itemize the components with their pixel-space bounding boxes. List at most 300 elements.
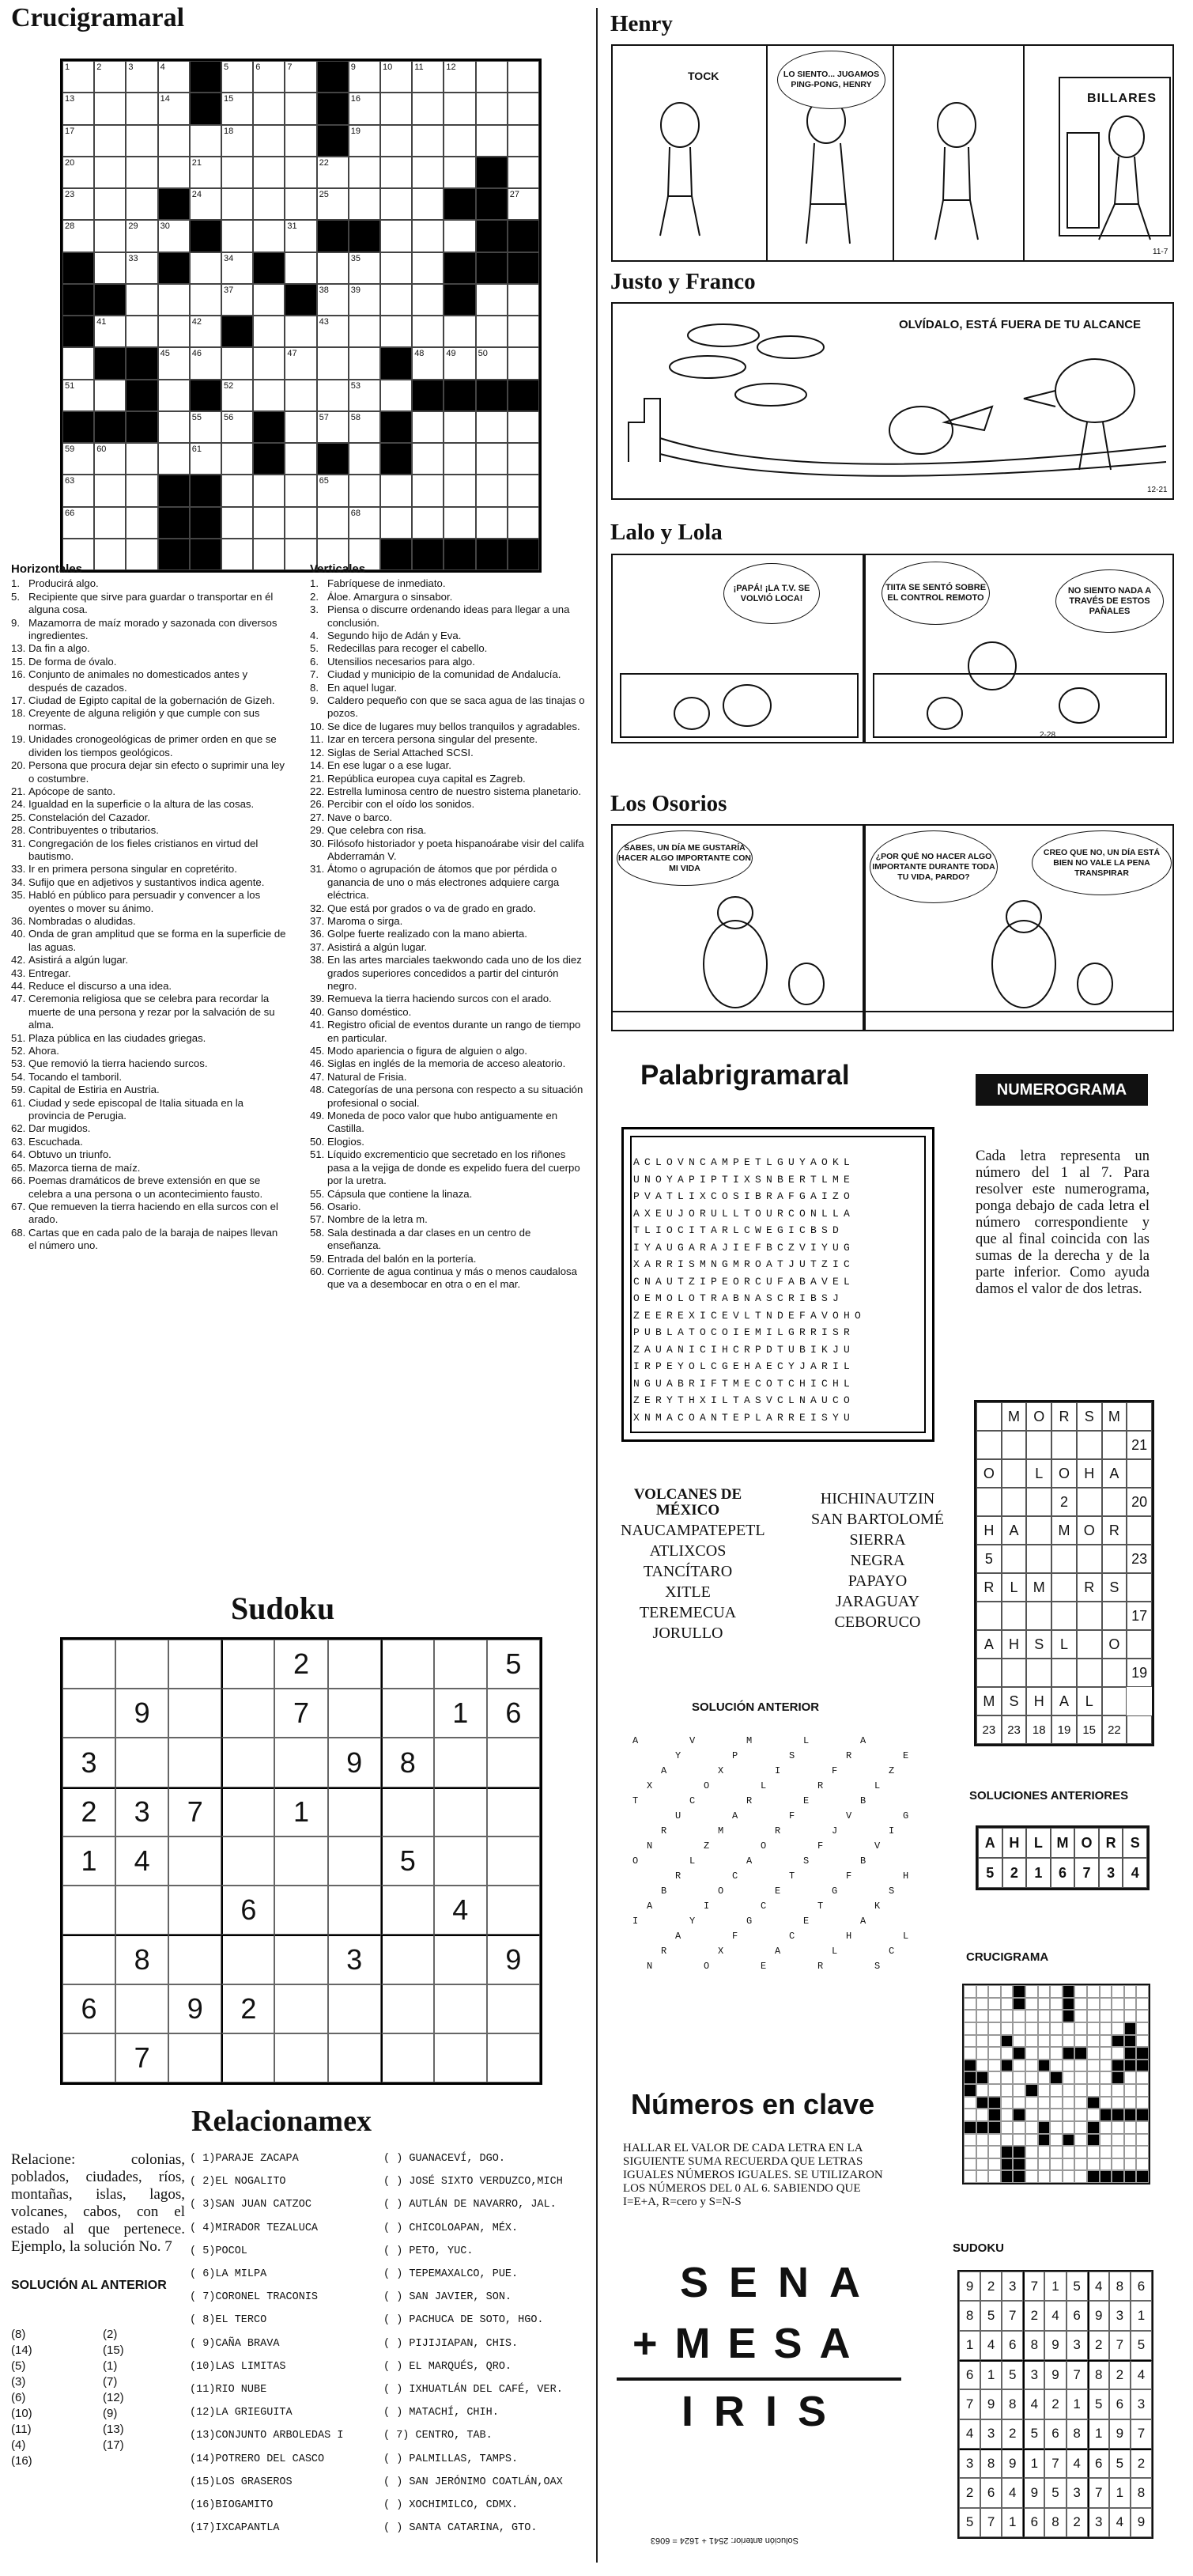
crossword-cell[interactable] [253,220,285,252]
crossword-cell[interactable] [508,284,539,316]
crossword-cell[interactable]: 16 [349,93,380,124]
crossword-cell[interactable] [317,380,349,411]
numerograma-cell[interactable] [1002,1602,1027,1630]
crossword-cell[interactable] [476,475,508,506]
numerograma-cell[interactable] [1026,1659,1051,1687]
crossword-cell[interactable]: 31 [285,220,316,252]
numerograma-cell[interactable] [1026,1516,1051,1545]
crossword-cell[interactable] [253,93,285,124]
crossword-cell[interactable] [285,475,316,506]
numerograma-cell[interactable] [1002,1459,1027,1488]
numerograma-cell[interactable] [1077,1488,1102,1516]
numerograma-cell[interactable]: O [1051,1459,1077,1488]
sudoku-cell[interactable]: 5 [487,1640,540,1689]
crossword-cell[interactable]: 53 [349,380,380,411]
crossword-cell[interactable] [444,443,475,475]
crossword-cell[interactable] [221,347,253,379]
numerograma-cell[interactable]: M [1102,1402,1127,1431]
crossword-cell[interactable] [126,125,157,157]
crossword-cell[interactable] [412,220,444,252]
crossword-cell[interactable]: 49 [444,347,475,379]
sudoku-cell[interactable] [328,1640,381,1689]
sudoku-cell[interactable] [434,2033,487,2082]
crossword-cell[interactable]: 46 [190,347,221,379]
crossword-cell[interactable] [94,188,126,220]
crossword-cell[interactable]: 19 [349,125,380,157]
numerograma-cell[interactable] [1077,1659,1102,1687]
relacionamex-right-item[interactable]: ( ) GUANACEVÍ, DGO. [383,2153,505,2165]
numerograma-cell[interactable] [1127,1516,1152,1545]
numerograma-cell[interactable]: H [976,1516,1002,1545]
crossword-cell[interactable] [126,284,157,316]
crossword-cell[interactable]: 50 [476,347,508,379]
crossword-cell[interactable] [380,252,412,284]
sudoku-cell[interactable] [434,1738,487,1787]
sudoku-cell[interactable] [381,1689,434,1738]
crossword-cell[interactable] [412,188,444,220]
sudoku-cell[interactable] [221,1836,274,1886]
sudoku-cell[interactable] [381,2033,434,2082]
sudoku-cell[interactable] [168,1640,221,1689]
crossword-cell[interactable] [444,125,475,157]
crossword-cell[interactable]: 38 [317,284,349,316]
crossword-cell[interactable] [380,475,412,506]
numerograma-cell[interactable]: 23 [976,1715,1002,1744]
sudoku-cell[interactable]: 6 [62,1984,115,2033]
crossword-cell[interactable] [508,475,539,506]
crossword-cell[interactable] [349,316,380,347]
sudoku-cell[interactable] [381,1886,434,1935]
crossword-cell[interactable] [253,475,285,506]
sudoku-cell[interactable]: 7 [168,1787,221,1836]
relacionamex-right-item[interactable]: ( ) XOCHIMILCO, CDMX. [383,2499,519,2511]
sudoku-cell[interactable]: 2 [274,1640,327,1689]
crossword-cell[interactable] [380,157,412,188]
crossword-cell[interactable] [508,93,539,124]
crossword-cell[interactable] [476,443,508,475]
crossword-cell[interactable] [221,443,253,475]
sudoku-cell[interactable] [434,1787,487,1836]
numerograma-cell[interactable] [976,1402,1002,1431]
sudoku-cell[interactable]: 7 [115,2033,168,2082]
sudoku-cell[interactable] [168,1738,221,1787]
crossword-cell[interactable] [412,125,444,157]
sudoku-cell[interactable] [115,1984,168,2033]
numerograma-cell[interactable] [1002,1545,1027,1573]
crossword-cell[interactable] [476,125,508,157]
numerograma-cell[interactable]: M [1002,1402,1027,1431]
sudoku-cell[interactable] [168,2033,221,2082]
sudoku-cell[interactable]: 4 [434,1886,487,1935]
crossword-cell[interactable]: 4 [158,61,190,93]
numerograma-cell[interactable]: 19 [1051,1715,1077,1744]
numerograma-cell[interactable]: R [1077,1573,1102,1602]
crossword-cell[interactable] [412,443,444,475]
sudoku-cell[interactable] [221,2033,274,2082]
numerograma-cell[interactable] [1102,1431,1127,1459]
crossword-cell[interactable] [126,157,157,188]
crossword-cell[interactable] [476,93,508,124]
crossword-cell[interactable] [285,411,316,443]
sudoku-cell[interactable] [221,1738,274,1787]
crossword-cell[interactable]: 30 [158,220,190,252]
crossword-cell[interactable]: 18 [221,125,253,157]
crossword-cell[interactable] [253,347,285,379]
numerograma-cell[interactable]: 23 [1127,1545,1152,1573]
sudoku-cell[interactable]: 8 [115,1935,168,1984]
crossword-grid[interactable] [60,59,542,573]
relacionamex-right-item[interactable]: ( ) SAN JAVIER, SON. [383,2291,512,2304]
crossword-cell[interactable] [221,507,253,539]
sudoku-cell[interactable]: 4 [115,1836,168,1886]
crossword-cell[interactable] [380,188,412,220]
relacionamex-right-item[interactable]: ( ) AUTLÁN DE NAVARRO, JAL. [383,2199,557,2211]
sudoku-cell[interactable]: 7 [274,1689,327,1738]
crossword-cell[interactable] [285,380,316,411]
crossword-cell[interactable]: 39 [349,284,380,316]
crossword-cell[interactable] [508,507,539,539]
crossword-cell[interactable] [444,93,475,124]
sudoku-cell[interactable]: 6 [487,1689,540,1738]
numerograma-cell[interactable] [1051,1431,1077,1459]
sudoku-cell[interactable] [487,1984,540,2033]
crossword-cell[interactable] [190,284,221,316]
numerograma-cell[interactable] [1102,1488,1127,1516]
crossword-cell[interactable] [253,157,285,188]
sudoku-cell[interactable]: 2 [62,1787,115,1836]
crossword-cell[interactable] [62,347,94,379]
crossword-cell[interactable] [444,157,475,188]
crossword-cell[interactable]: 48 [412,347,444,379]
sudoku-cell[interactable] [381,1787,434,1836]
crossword-cell[interactable] [444,220,475,252]
numerograma-cell[interactable] [1051,1573,1077,1602]
numerograma-cell[interactable]: S [1102,1573,1127,1602]
sudoku-cell[interactable]: 3 [328,1935,381,1984]
crossword-cell[interactable]: 22 [317,157,349,188]
crossword-cell[interactable] [476,316,508,347]
crossword-cell[interactable] [508,347,539,379]
crossword-cell[interactable] [444,507,475,539]
crossword-cell[interactable] [380,380,412,411]
crossword-cell[interactable]: 7 [285,61,316,93]
crossword-cell[interactable] [285,157,316,188]
numerograma-cell[interactable]: L [1051,1630,1077,1659]
crossword-cell[interactable] [126,475,157,506]
numerograma-cell[interactable]: O [1102,1630,1127,1659]
crossword-cell[interactable] [285,443,316,475]
crossword-cell[interactable] [349,188,380,220]
sudoku-cell[interactable]: 9 [487,1935,540,1984]
crossword-cell[interactable] [349,475,380,506]
crossword-cell[interactable]: 63 [62,475,94,506]
sudoku-cell[interactable] [115,1640,168,1689]
crossword-cell[interactable] [94,93,126,124]
relacionamex-right-item[interactable]: ( ) PALMILLAS, TAMPS. [383,2453,519,2465]
sudoku-cell[interactable]: 8 [381,1738,434,1787]
crossword-cell[interactable] [94,157,126,188]
crossword-cell[interactable] [285,316,316,347]
crossword-cell[interactable] [412,411,444,443]
crossword-cell[interactable] [158,443,190,475]
numerograma-cell[interactable] [976,1488,1002,1516]
crossword-cell[interactable]: 27 [508,188,539,220]
numerograma-cell[interactable] [1127,1402,1152,1431]
crossword-cell[interactable] [94,507,126,539]
crossword-cell[interactable] [508,443,539,475]
numerograma-cell[interactable] [1002,1659,1027,1687]
crossword-cell[interactable]: 65 [317,475,349,506]
crossword-cell[interactable] [508,61,539,93]
crossword-cell[interactable] [158,284,190,316]
crossword-cell[interactable] [349,443,380,475]
sudoku-cell[interactable] [328,1984,381,2033]
relacionamex-right-item[interactable]: ( ) SANTA CATARINA, GTO. [383,2522,538,2535]
crossword-cell[interactable] [349,157,380,188]
word-search-grid[interactable] [621,1127,934,1442]
sudoku-cell[interactable]: 5 [381,1836,434,1886]
sudoku-cell[interactable] [328,1886,381,1935]
numerograma-cell[interactable]: R [1102,1516,1127,1545]
sudoku-cell[interactable] [115,1886,168,1935]
sudoku-cell[interactable] [381,1935,434,1984]
numerograma-cell[interactable]: 21 [1127,1431,1152,1459]
crossword-cell[interactable]: 60 [94,443,126,475]
sudoku-cell[interactable]: 6 [221,1886,274,1935]
crossword-cell[interactable]: 20 [62,157,94,188]
numerograma-cell[interactable] [1127,1630,1152,1659]
crossword-cell[interactable]: 13 [62,93,94,124]
crossword-cell[interactable] [412,507,444,539]
numerograma-cell[interactable] [1026,1488,1051,1516]
crossword-cell[interactable] [158,316,190,347]
numerograma-cell[interactable]: L [1026,1459,1051,1488]
numerograma-cell[interactable] [1026,1431,1051,1459]
sudoku-cell[interactable] [221,1640,274,1689]
crossword-cell[interactable]: 52 [221,380,253,411]
numerograma-cell[interactable]: L [1077,1687,1102,1715]
relacionamex-right-item[interactable]: ( ) IXHUATLÁN DEL CAFÉ, VER. [383,2384,563,2396]
sudoku-cell[interactable]: 3 [115,1787,168,1836]
numerograma-cell[interactable] [1002,1431,1027,1459]
crossword-cell[interactable]: 5 [221,61,253,93]
numerograma-cell[interactable] [1026,1602,1051,1630]
crossword-cell[interactable] [476,61,508,93]
sudoku-cell[interactable] [221,1689,274,1738]
sudoku-cell[interactable] [168,1886,221,1935]
crossword-cell[interactable] [285,507,316,539]
crossword-cell[interactable] [285,125,316,157]
relacionamex-right-item[interactable]: ( ) TEPEMAXALCO, PUE. [383,2268,519,2280]
crossword-cell[interactable]: 12 [444,61,475,93]
crossword-cell[interactable]: 61 [190,443,221,475]
relacionamex-right-item[interactable]: ( ) PIJIJIAPAN, CHIS. [383,2337,519,2350]
numerograma-cell[interactable]: O [1077,1516,1102,1545]
crossword-cell[interactable] [380,507,412,539]
numerograma-cell[interactable]: R [976,1573,1002,1602]
crossword-cell[interactable] [126,443,157,475]
numerograma-cell[interactable]: M [1026,1573,1051,1602]
numerograma-cell[interactable]: 22 [1102,1715,1127,1744]
sudoku-cell[interactable] [274,1984,327,2033]
relacionamex-right-item[interactable]: ( ) EL MARQUÉS, QRO. [383,2360,512,2373]
crossword-cell[interactable]: 56 [221,411,253,443]
numerograma-cell[interactable] [1127,1573,1152,1602]
crossword-cell[interactable] [508,157,539,188]
crossword-cell[interactable] [444,411,475,443]
numerograma-cell[interactable] [1051,1602,1077,1630]
sudoku-cell[interactable] [115,1738,168,1787]
numerograma-cell[interactable]: A [976,1630,1002,1659]
crossword-cell[interactable]: 3 [126,61,157,93]
sudoku-cell[interactable] [168,1935,221,1984]
crossword-cell[interactable] [190,252,221,284]
crossword-cell[interactable]: 23 [62,188,94,220]
crossword-cell[interactable]: 47 [285,347,316,379]
sudoku-cell[interactable]: 1 [62,1836,115,1886]
crossword-cell[interactable] [221,188,253,220]
crossword-cell[interactable] [380,316,412,347]
crossword-cell[interactable] [508,411,539,443]
crossword-cell[interactable] [476,507,508,539]
crossword-cell[interactable]: 24 [190,188,221,220]
crossword-cell[interactable]: 68 [349,507,380,539]
relacionamex-right-item[interactable]: ( ) PETO, YUC. [383,2245,474,2257]
crossword-cell[interactable]: 58 [349,411,380,443]
crossword-cell[interactable] [221,220,253,252]
crossword-cell[interactable] [253,188,285,220]
crossword-cell[interactable] [508,125,539,157]
sudoku-cell[interactable] [434,1935,487,1984]
crossword-cell[interactable] [444,316,475,347]
crossword-cell[interactable] [317,347,349,379]
crossword-cell[interactable] [380,220,412,252]
sudoku-cell[interactable] [381,1640,434,1689]
relacionamex-right-item[interactable]: ( ) MATACHÍ, CHIH. [383,2407,499,2419]
crossword-cell[interactable] [317,507,349,539]
sudoku-cell[interactable] [274,1836,327,1886]
crossword-cell[interactable] [221,157,253,188]
crossword-cell[interactable]: 14 [158,93,190,124]
crossword-cell[interactable] [317,252,349,284]
crossword-cell[interactable] [94,380,126,411]
sudoku-cell[interactable] [62,1689,115,1738]
crossword-cell[interactable]: 41 [94,316,126,347]
sudoku-cell[interactable] [328,1689,381,1738]
crossword-cell[interactable] [412,252,444,284]
numerograma-cell[interactable]: M [976,1687,1002,1715]
crossword-cell[interactable] [94,220,126,252]
numerograma-cell[interactable] [1077,1630,1102,1659]
sudoku-grid[interactable] [60,1637,542,2085]
sudoku-cell[interactable]: 1 [434,1689,487,1738]
relacionamex-right-item[interactable]: ( ) JOSÉ SIXTO VERDUZCO,MICH [383,2176,563,2188]
numerograma-cell[interactable]: 23 [1002,1715,1027,1744]
crossword-cell[interactable]: 9 [349,61,380,93]
crossword-cell[interactable] [158,125,190,157]
crossword-cell[interactable] [253,125,285,157]
numerograma-cell[interactable] [1127,1459,1152,1488]
sudoku-cell[interactable] [487,1836,540,1886]
crossword-cell[interactable] [253,380,285,411]
numerograma-cell[interactable] [976,1602,1002,1630]
numerograma-cell[interactable]: S [1026,1630,1051,1659]
numerograma-cell[interactable]: A [1051,1687,1077,1715]
numerograma-cell[interactable]: 18 [1026,1715,1051,1744]
crossword-cell[interactable]: 33 [126,252,157,284]
numerograma-cell[interactable]: H [1077,1459,1102,1488]
crossword-cell[interactable] [285,188,316,220]
crossword-cell[interactable] [380,284,412,316]
crossword-cell[interactable]: 51 [62,380,94,411]
relacionamex-right-item[interactable]: ( ) CHICOLOAPAN, MÉX. [383,2222,519,2234]
sudoku-cell[interactable] [328,1836,381,1886]
crossword-cell[interactable]: 10 [380,61,412,93]
crossword-cell[interactable] [158,411,190,443]
crossword-cell[interactable] [126,188,157,220]
crossword-cell[interactable]: 55 [190,411,221,443]
sudoku-cell[interactable] [274,1935,327,1984]
crossword-cell[interactable] [126,93,157,124]
numerograma-cell[interactable] [976,1659,1002,1687]
crossword-cell[interactable]: 66 [62,507,94,539]
sudoku-cell[interactable] [434,1984,487,2033]
crossword-cell[interactable] [412,93,444,124]
crossword-cell[interactable] [94,252,126,284]
numerograma-cell[interactable]: 20 [1127,1488,1152,1516]
numerograma-cell[interactable]: 19 [1127,1659,1152,1687]
numerograma-cell[interactable] [1102,1687,1127,1715]
numerograma-cell[interactable] [1077,1545,1102,1573]
numerograma-grid[interactable] [974,1400,1154,1746]
crossword-cell[interactable]: 45 [158,347,190,379]
numerograma-cell[interactable] [1102,1602,1127,1630]
numerograma-cell[interactable]: A [1002,1516,1027,1545]
crossword-cell[interactable]: 6 [253,61,285,93]
numerograma-cell[interactable] [1077,1602,1102,1630]
crossword-cell[interactable]: 34 [221,252,253,284]
sudoku-cell[interactable]: 2 [221,1984,274,2033]
sudoku-cell[interactable] [62,2033,115,2082]
numerograma-cell[interactable]: 2 [1051,1488,1077,1516]
sudoku-cell[interactable] [328,1787,381,1836]
numerograma-cell[interactable]: H [1002,1630,1027,1659]
sudoku-cell[interactable] [274,1886,327,1935]
numerograma-cell[interactable] [1026,1545,1051,1573]
crossword-cell[interactable] [508,316,539,347]
numerograma-cell[interactable]: H [1026,1687,1051,1715]
crossword-cell[interactable] [412,316,444,347]
crossword-cell[interactable] [349,347,380,379]
sudoku-cell[interactable]: 9 [328,1738,381,1787]
numerograma-cell[interactable] [1102,1545,1127,1573]
numerograma-cell[interactable]: A [1102,1459,1127,1488]
numerograma-cell[interactable]: L [1002,1573,1027,1602]
crossword-cell[interactable] [476,411,508,443]
numerograma-cell[interactable]: 17 [1127,1602,1152,1630]
crossword-cell[interactable] [412,475,444,506]
crossword-cell[interactable]: 35 [349,252,380,284]
crossword-cell[interactable] [253,284,285,316]
sudoku-cell[interactable] [487,1886,540,1935]
sudoku-cell[interactable] [221,1935,274,1984]
crossword-cell[interactable] [253,316,285,347]
crossword-cell[interactable]: 59 [62,443,94,475]
numerograma-cell[interactable] [1102,1659,1127,1687]
crossword-cell[interactable] [412,157,444,188]
sudoku-cell[interactable] [168,1836,221,1886]
sudoku-cell[interactable] [221,1787,274,1836]
